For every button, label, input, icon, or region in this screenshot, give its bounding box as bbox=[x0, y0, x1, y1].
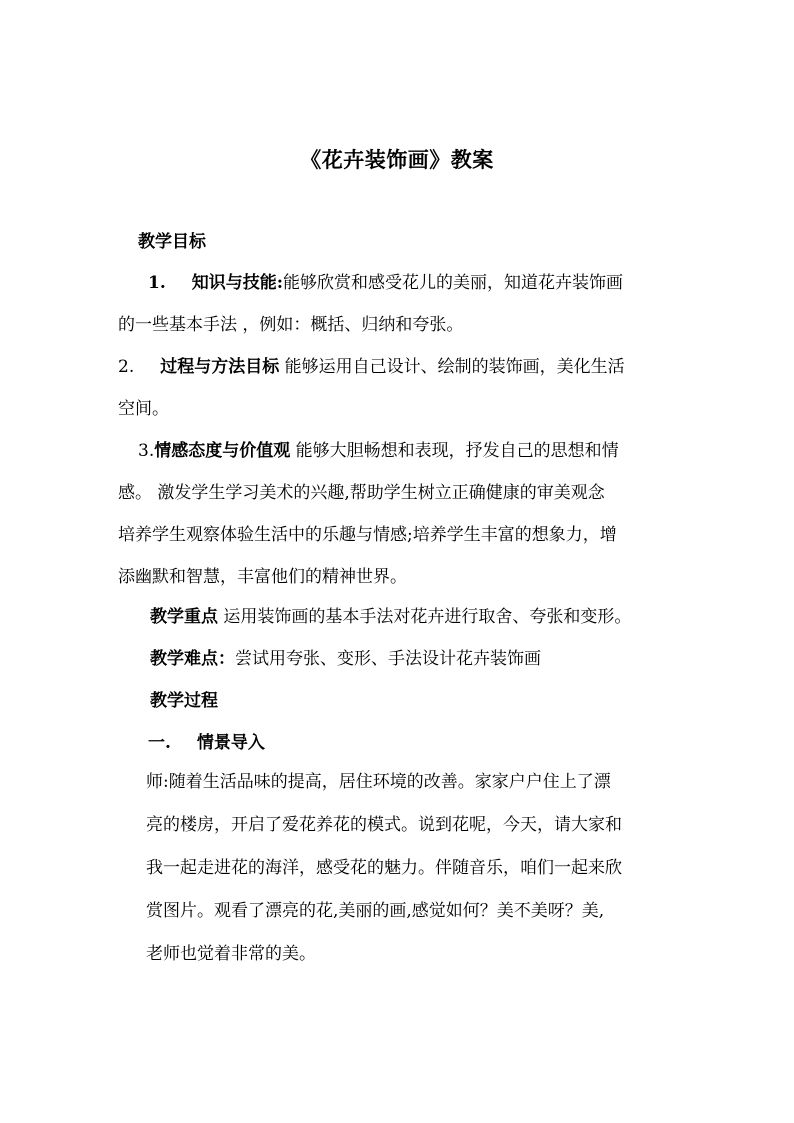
goal3-text-1: 能够大胆畅想和表现，抒发自己的思想和情 bbox=[295, 441, 619, 461]
goal2-label: 过程与方法目标 bbox=[160, 357, 280, 377]
intro-line-1: 师:随着生活品味的提高，居住环境的改善。家家户户住上了漂 bbox=[146, 772, 611, 792]
intro-line-4: 赏图片。观看了漂亮的花,美丽的画,感觉如何？美不美呀？美, bbox=[146, 901, 605, 921]
key-point-text: 运用装饰画的基本手法对花卉进行取舍、夸张和变形。 bbox=[223, 607, 632, 627]
section1-heading bbox=[148, 733, 265, 753]
goal3-line3: 培养学生观察体验生活中的乐趣与情感;培养学生丰富的想象力，增 bbox=[118, 525, 617, 545]
goal3-number: 3. bbox=[138, 441, 155, 461]
difficulty-text: 尝试用夸张、变形、手法设计花卉装饰画 bbox=[235, 649, 541, 669]
goal2-line1 bbox=[118, 357, 625, 377]
goal3-label: 情感态度与价值观 bbox=[154, 441, 291, 461]
section1-label: 情景导入 bbox=[196, 733, 265, 753]
process-heading: 教学过程 bbox=[150, 691, 218, 711]
intro-line-5: 老师也觉着非常的美。 bbox=[146, 944, 316, 964]
intro-line-2: 亮的楼房，开启了爱花养花的模式。说到花呢，今天，请大家和 bbox=[146, 815, 622, 835]
difficulty-label: 教学难点： bbox=[150, 649, 235, 669]
section1-number: 一. bbox=[148, 733, 171, 753]
goal1-number: 1. bbox=[148, 273, 166, 293]
goal3-line1 bbox=[138, 441, 619, 461]
difficulty bbox=[150, 649, 541, 669]
goal2-number: 2. bbox=[118, 357, 135, 377]
key-point bbox=[150, 607, 631, 627]
goal3-line4: 添幽默和智慧，丰富他们的精神世界。 bbox=[118, 567, 407, 587]
goal1-label: 知识与技能: bbox=[191, 273, 284, 293]
goal1-line1 bbox=[148, 273, 623, 293]
goals-heading: 教学目标 bbox=[138, 232, 206, 252]
intro-line-3: 我一起走进花的海洋，感受花的魅力。伴随音乐，咱们一起来欣 bbox=[146, 858, 622, 878]
key-point-label: 教学重点 bbox=[150, 607, 218, 627]
goal1-line2: 的一些基本手法 ，例如：概括、归纳和夸张。 bbox=[118, 315, 464, 335]
goal3-line2: 感。 激发学生学习美术的兴趣,帮助学生树立正确健康的审美观念 bbox=[118, 483, 605, 503]
page-title: 《花卉装饰画》教案 bbox=[300, 147, 494, 172]
goal2-line2: 空间。 bbox=[118, 399, 169, 419]
goal1-text-1: 能够欣赏和感受花儿的美丽，知道花卉装饰画 bbox=[283, 273, 624, 293]
goal2-text-1: 能够运用自己设计、绘制的装饰画，美化生活 bbox=[284, 357, 625, 377]
